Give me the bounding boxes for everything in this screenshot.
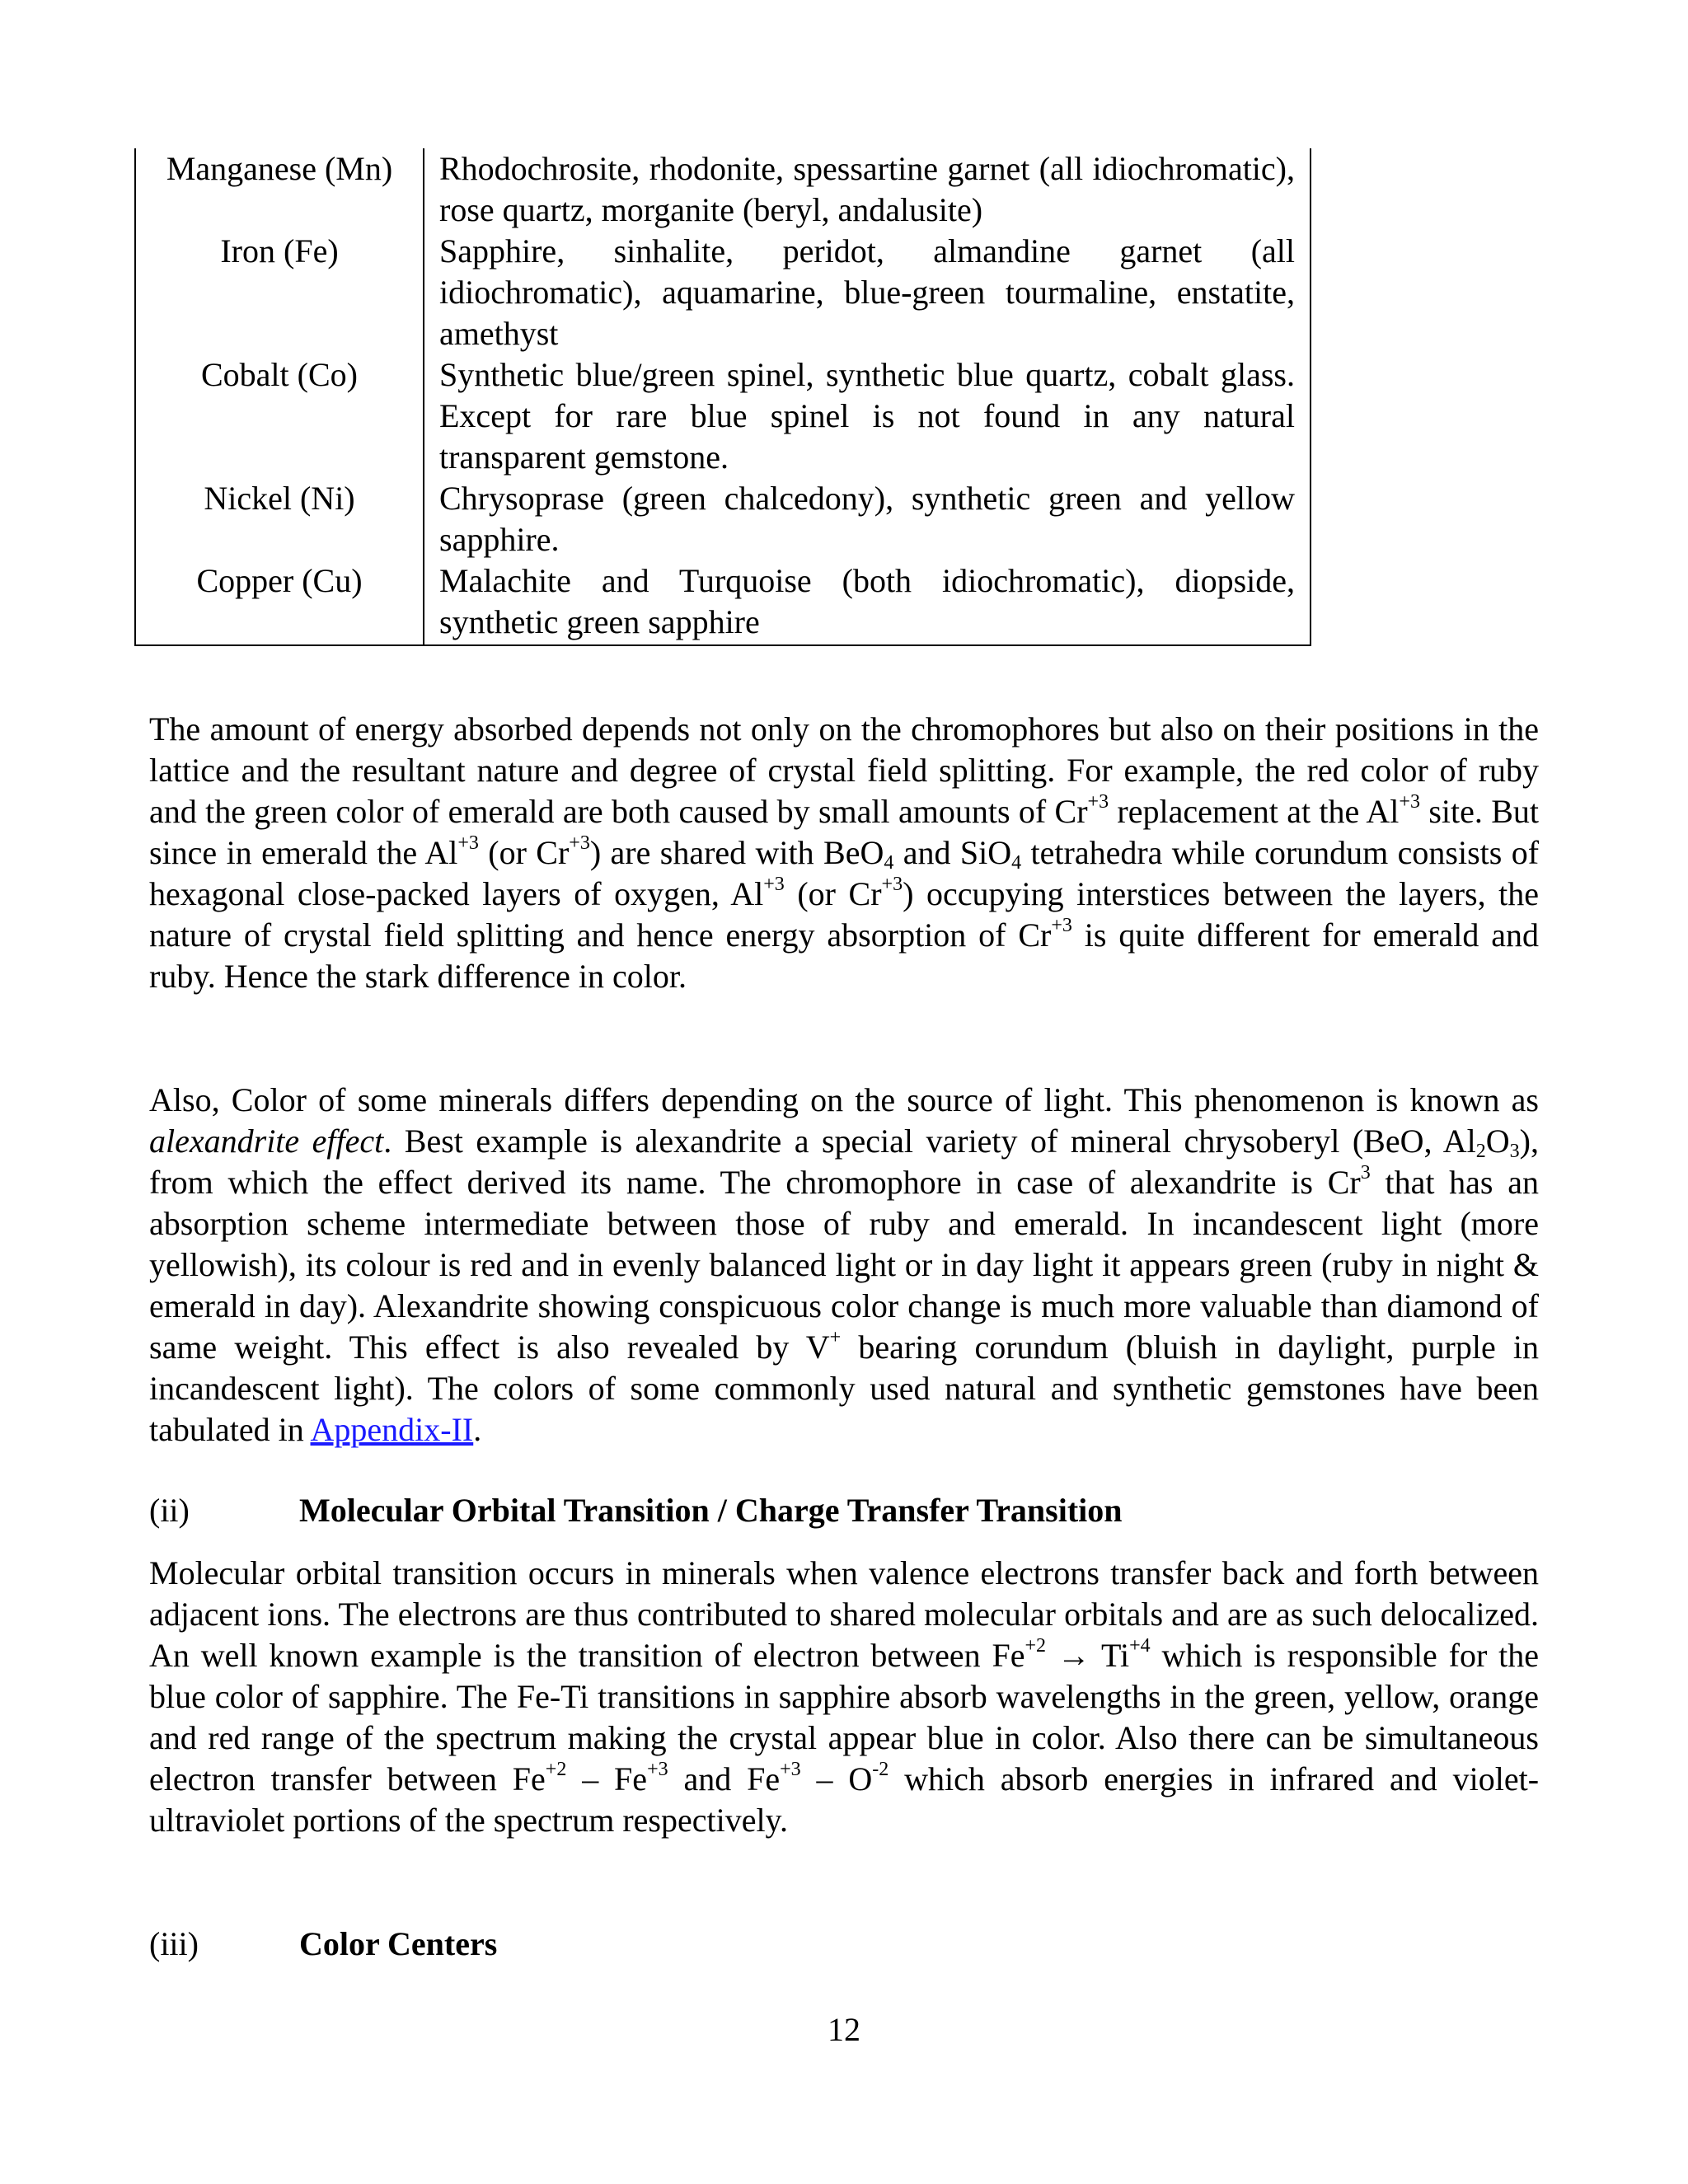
paragraph-alexandrite-effect: Also, Color of some minerals differs depending on the source of light. This phenomenon is known as alexandrite effect. Best example is alexandrite a special variety of mineral chrysoberyl (BeO, $Al_2O_3$), from which the effect derived its name. The chromophore in case of alexandrite is Cr$^3$ that has an absorption scheme intermediate between those of ruby and emerald. In incandescent light (more yellowish), its colour is red and in evenly balanced light or in day light it appears green (ruby in night & emerald in day). Alexandrite showing conspicuous color change is much more valuable than diamond of same weight. This effect is also revealed by V+ bearing corundum (bluish in daylight, purple in incandescent light). The colors of some commonly used natural and synthetic gemstones have been tabulated in Appendix-II.: [149, 1081, 1540, 1448]
gemstones-cell: Rhodochrosite, rhodonite, spessartine garnet (all idiochromatic), rose quartz, morganite (beryl, andalusite): [424, 148, 1311, 231]
section-heading-molecular-orbital: [149, 1490, 1123, 1531]
section-number: (iii): [149, 1925, 199, 1962]
section-number: (ii): [149, 1492, 190, 1529]
element-cell: Nickel (Ni): [135, 478, 424, 560]
table-row: [135, 231, 1311, 354]
element-cell: Manganese (Mn): [135, 148, 424, 231]
table-row: [135, 148, 1311, 231]
element-cell: Copper (Cu): [135, 560, 424, 645]
element-cell: Iron (Fe): [135, 231, 424, 354]
section-heading-color-centers: [149, 1924, 497, 1965]
page-number: 12: [828, 2011, 860, 2048]
section-title: Molecular Orbital Transition / Charge Transfer Transition: [299, 1492, 1123, 1529]
appendix-ii-link[interactable]: Appendix-II: [310, 1411, 474, 1448]
gemstones-cell: Sapphire, sinhalite, peridot, almandine garnet (all idiochromatic), aquamarine, blue-green tourmaline, enstatite, amethyst: [424, 231, 1311, 354]
chromophore-table: [134, 148, 1311, 646]
gemstones-cell: Synthetic blue/green spinel, synthetic blue quartz, cobalt glass. Except for rare blue spinel is not found in any natural transparent gemstone.: [424, 354, 1311, 478]
gemstones-cell: Malachite and Turquoise (both idiochromatic), diopside, synthetic green sapphire: [424, 560, 1311, 645]
table-row: [135, 478, 1311, 560]
section-title: Color Centers: [299, 1925, 498, 1962]
element-cell: Cobalt (Co): [135, 354, 424, 478]
table-row: [135, 560, 1311, 645]
table-row: [135, 354, 1311, 478]
paragraph-crystal-field: The amount of energy absorbed depends not only on the chromophores but also on their positions in the lattice and the resultant nature and degree of crystal field splitting. For example, the red color of ruby and the green color of emerald are both caused by small amounts of $Cr^{+3}$ replacement at the $Al^{+3}$ site. But since in emerald the $Al^{+3}$ (or $Cr^{+3}$) are shared with BeO$_4$ and SiO$_4$ tetrahedra while corundum consists of hexagonal close-packed layers of oxygen, $Al^{+3}$ (or $Cr^{+3}$) occupying interstices between the layers, the nature of crystal field splitting and hence energy absorption of $Cr^{+3}$ is quite different for emerald and ruby. Hence the stark difference in color.: [149, 710, 1540, 995]
paragraph-charge-transfer: Molecular orbital transition occurs in minerals when valence electrons transfer back and forth between adjacent ions. The electrons are thus contributed to shared molecular orbitals and are as such delocalized. An well known example is the transition of electron between $Fe^{+2} \to Ti^{+4}$ which is responsible for the blue color of sapphire. The Fe-Ti transitions in sapphire absorb wavelengths in the green, yellow, orange and red range of the spectrum making the crystal appear blue in color. Also there can be simultaneous electron transfer between $Fe^{+2} - Fe^{+3}$ and $Fe^{+3} - O^{-2}$ which absorb energies in infrared and violet-ultraviolet portions of the spectrum respectively.: [149, 1554, 1540, 1839]
gemstones-cell: Chrysoprase (green chalcedony), synthetic green and yellow sapphire.: [424, 478, 1311, 560]
